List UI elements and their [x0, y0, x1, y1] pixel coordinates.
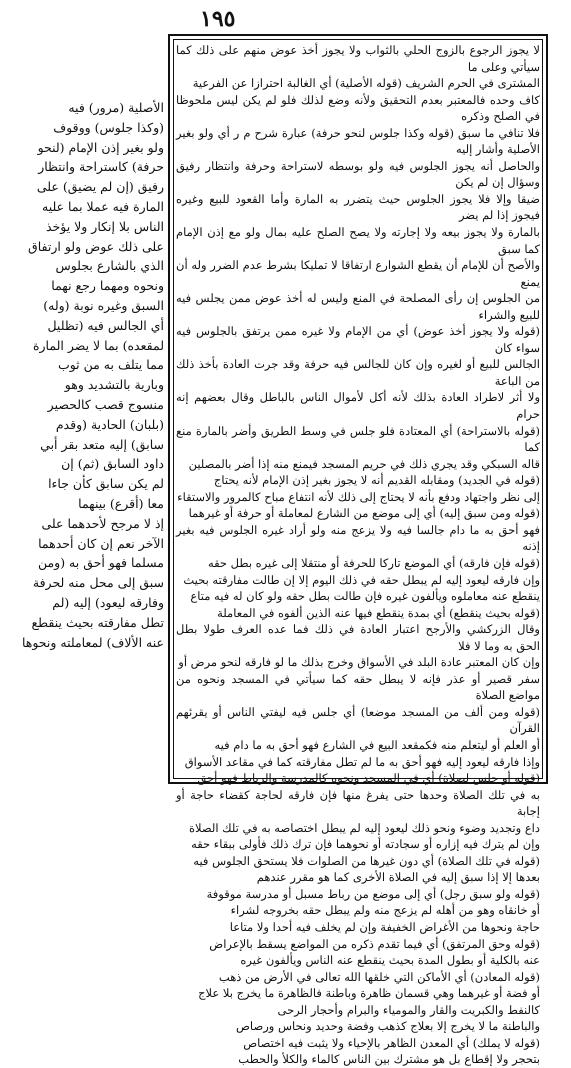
main-text-line: (قوله فإن فارقه) أي الموضع تاركا للحرفة أو منتقلا إلى غيره بطل حقه — [207, 555, 540, 570]
margin-text-line: وفارقه ليعود) إليه (لم — [52, 594, 164, 610]
margin-text-line: عنه الألاف) لمعاملته ونحوها — [21, 634, 164, 650]
margin-text-line: سبق إلى محل منه لحرفة — [32, 575, 164, 591]
main-text-line: الجالس للبيع أو لغيره وإن كان للجالس فيه حرفة وقد جرت العادة بأخذ ذلك من الباعة — [176, 357, 540, 388]
main-text-line: والحاصل أنه يجوز الجلوس فيه ولو بوسطه لاستراحة وحرفة وانتظار رفيق وسؤال إن لم يكن — [176, 158, 540, 190]
main-text-line: وإن كان المعتبر عادة البلد في الأسواق وخرج بذلك ما لو فارقه لنحو مرض أو — [178, 655, 540, 670]
main-text-line: به في تلك الصلاة وحدها حتى يفرغ منها فإن فارقه لحاجة كقضاء حاجة أو إجابة — [176, 787, 540, 819]
main-text-line: سفر قصير أو عذر فإنه لا يبطل حقه كما سيأتي في المسجد ونحوه من مواضع الصلاة — [176, 671, 540, 703]
page-number: ١٩٥ — [200, 6, 236, 32]
margin-text-line: السبق وغيره نوبة (وله) — [43, 297, 164, 313]
margin-text-line: معا (أقرع) بينهما — [78, 495, 164, 511]
main-text-line: إلى نظر واجتهاد ودفع بأنه لا يحتاج إلى ذلك لأنه انتفاع مباح كالمرور والاستقاء — [177, 489, 540, 504]
main-text-line: (قوله بحيث ينقطع) أي بمدة ينقطع فيها عنه الذين ألفوه في المعاملة — [217, 605, 540, 620]
main-text-line: من الجلوس إن رأى المصلحة في المنع وليس له أخذ عوض ممن يجلس فيه للبيع والشراء — [176, 291, 540, 322]
main-text-line: (قوله المعادن) أي الأماكن التي خلقها الله تعالى في الأرض من ذهب — [218, 969, 540, 984]
main-text-frame — [168, 34, 548, 1067]
margin-text-line: منسوج قصب كالحصير — [47, 396, 164, 412]
main-text-line: لا يجوز الرجوع بالزوج الحلي بالثواب ولا يجوز أخذ عوض منهم على ذلك كما سيأتي وعلى ما — [176, 43, 540, 74]
main-text-line: وإن لم يترك فيه إزاره أو سجادته أو نحوهما فإن ترك ذلك فأولى ببقاء حقه — [191, 837, 540, 852]
margin-text-line: تطل مفارقته بحيث ينقطع — [31, 614, 164, 630]
main-text-line: (قوله في تلك الصلاة) أي دون غيرها من الصلوات فلا يستحق الجلوس فيه — [193, 853, 540, 868]
margin-text-line: أي الجالس فيه (تظليل — [47, 317, 164, 333]
margin-text-line: على ذلك عوض ولو ارتفاق — [28, 238, 164, 254]
margin-text-line: مما يتلف به من ثوب — [57, 357, 164, 373]
main-text-line: فلا تنافي ما سبق (قوله وكذا جلوس لنحو حرفة) عبارة شرح م ر أي ولو بغير الأصلية وأشار إليه — [176, 125, 540, 157]
main-text-line: قاله السبكي وقد يجري ذلك في حريم المسجد فيمنع منه إذا أضر بالمصلين — [188, 456, 540, 471]
main-text-line: فهو أحق به ما دام جالسا فيه ولا يزعج منه ولو أراد غيره الجلوس فيه بغير إذنه — [176, 522, 540, 554]
margin-text-line: ونحوه ومهما رجع نهما — [51, 278, 164, 294]
margin-text-line: داود السابق (ثم) إن — [61, 456, 164, 472]
main-text-line: كاف وحده فالمعتبر بعدم التحقيق ولأنه وضع لذلك فلو لم يكن ليس ملحوظا في الصلح وذكره — [176, 92, 540, 124]
margin-text-line: حرفة) كاستراحة وانتظار — [38, 159, 164, 175]
margin-text-line: مسلما فهو أحق به (ومن — [37, 555, 164, 571]
main-text-line: ينقطع عنه معاملوه ويألفون غيره فإن طالت بطل حقه ولو كان له فيه متاع — [190, 589, 540, 604]
main-text-line: (قوله لا يملك) أي المعدن الظاهر بالإحياء ولا يثبت فيه اختصاص — [243, 1035, 540, 1050]
margin-text-line: وبارية بالتشديد وهو — [64, 377, 164, 393]
main-text-line: (قوله بالاستراحة) أي المعتادة فلو جلس في وسط الطريق وأضر بالمارة منع كما — [176, 423, 540, 455]
margin-text-line: الآخر نعم إن كان أحدهما — [38, 535, 164, 551]
main-text-line: ولا أثر لاطراد العادة بذلك لأنه أكل لأموال الناس بالباطل وقال بعضهم إنه حرام — [176, 390, 540, 422]
main-text-line: (قوله وحق المرتفق) أي فيما تقدم ذكره من المواضع يسقط بالإعراض — [209, 936, 540, 951]
margin-text-line: الأصلية (مرور) فيه — [68, 100, 164, 115]
main-text-line: أو خانقاه وهو من أهله لم يزعج منه ولم يبطل حقه بخروجه لشراء — [230, 903, 540, 918]
margin-text-line: (بلبان) الحادية (وقدم — [55, 416, 164, 432]
main-text-line: والأصح أن للإمام أن يقطع الشوارع ارتفاقا لا تمليكا بشرط عدم الضرر وله أن يمنع — [176, 258, 540, 289]
main-text-line: (قوله في الجديد) ومقابله القديم أنه لا يجوز بغير إذن الإمام لأنه يحتاج — [213, 473, 540, 488]
main-text-line: أو فضة أو غيرهما وهي قسمان ظاهرة وباطنة فالظاهرة ما يخرج بلا علاج — [198, 986, 540, 1001]
margin-text-line: إذ لا مرجح لأحدهما على — [41, 515, 164, 531]
main-text-column — [176, 42, 540, 1067]
margin-commentary-column — [6, 98, 164, 650]
main-text-line: (قوله أو جلس لصلاة) أي في المسجد ونحوه كالمدرسة والرباط فهو أحق — [197, 771, 540, 786]
margin-text-line: رفيق (إن لم يضيق) على — [36, 179, 164, 195]
margin-text-line: لمقعده) بما لا يضر المارة — [32, 337, 164, 353]
margin-text-line: الذي بالشارع بجلوس — [55, 258, 164, 274]
main-text-line: (قوله ومن سبق إليه) أي إلى موضع من الشارع لمعاملة أو حرفة أو غيرهما — [188, 506, 540, 521]
margin-text-line: لم يكن سابق كأن جاءا — [48, 476, 164, 492]
main-text-line: (قوله ولو سبق رجل) أي إلى موضع من رباط مسبل أو مدرسة موقوفة — [206, 886, 540, 901]
margin-text-line: المارة فيه عملا بما عليه — [42, 198, 164, 214]
margin-text-line: سابق) إليه متعد بقر أبي — [40, 436, 164, 452]
main-text-line: (قوله ومن ألف من المسجد موضعا) أي جلس فيه ليفتي الناس أو يقرئهم القرآن — [176, 704, 540, 736]
main-text-line: والباطنة ما لا يخرج إلا بعلاج كذهب وفضة وحديد ونحاس ورصاص — [236, 1019, 540, 1034]
main-text-line: وإن فارقه ليعود إليه لم يبطل حقه في ذلك اليوم إلا إن طالت مفارقته بحيث — [183, 572, 540, 587]
main-text-line: داع وتجديد وضوء ونحو ذلك ليعود إليه لم يبطل اختصاصه به في تلك الصلاة — [188, 820, 540, 835]
main-text-line: وقال الزركشي والأرجح اعتبار العادة في ذلك فما عده العرف طولا بطل الحق به وما لا فلا — [176, 622, 540, 653]
main-text-line: (قوله ولا يجوز أخذ عوض) أي من الإمام ولا غيره ممن يرتفق بالجلوس فيه سواء كان — [176, 324, 540, 355]
main-text-line: ضيقا وإلا فلا يجوز الجلوس حيث يتضرر به المارة وأما القعود للبيع وغيره فيجوز إذا لم يضر — [176, 191, 540, 223]
main-text-line: المشترى في الحرم الشريف (قوله الأصلية) أي الغالبة احترازا عن الفرعية — [192, 76, 540, 91]
margin-text-line: الناس بلا إنكار ولا يؤخذ — [45, 218, 164, 234]
main-text-line: عنه بالكلية أو بطول المدة بحيث ينقطع عنه الناس ويألفون غيره — [240, 953, 540, 968]
main-text-line: حاجة ونحوها من الأغراض الخفيفة وإن لم يخلف فيه أحدا ولا متاعا — [229, 919, 540, 934]
margin-text-line: (وكذا جلوس) ووقوف — [53, 119, 164, 135]
margin-text-line: ولو بغير إذن الإمام (لنحو — [37, 139, 164, 155]
main-text-line: بالمارة ولا يجوز بيعه ولا إجارته ولا يصح الصلح عليه بمال ولو مع إذن الإمام كما سبق — [176, 225, 540, 256]
main-text-line: بعدها إلا إذا سبق إليه في الصلاة الأخرى كما هو مقرر عندهم — [256, 870, 540, 885]
main-text-line: كالنفط والكبريت والقار والمومياء والبرام وأحجار الرحى — [277, 1002, 540, 1017]
main-text-line: بتحجر ولا إقطاع بل هو مشترك بين الناس كالماء والكلأ والحطب — [238, 1052, 540, 1067]
main-text-line: وإذا فارقه ليعود إليه فهو أحق به ما لم تطل مفارقته كما في مقاعد الأسواق — [184, 754, 540, 769]
main-text-line: أو العلم أو ليتعلم منه فكمقعد البيع في الشارع فهو أحق به ما دام فيه — [214, 737, 540, 752]
